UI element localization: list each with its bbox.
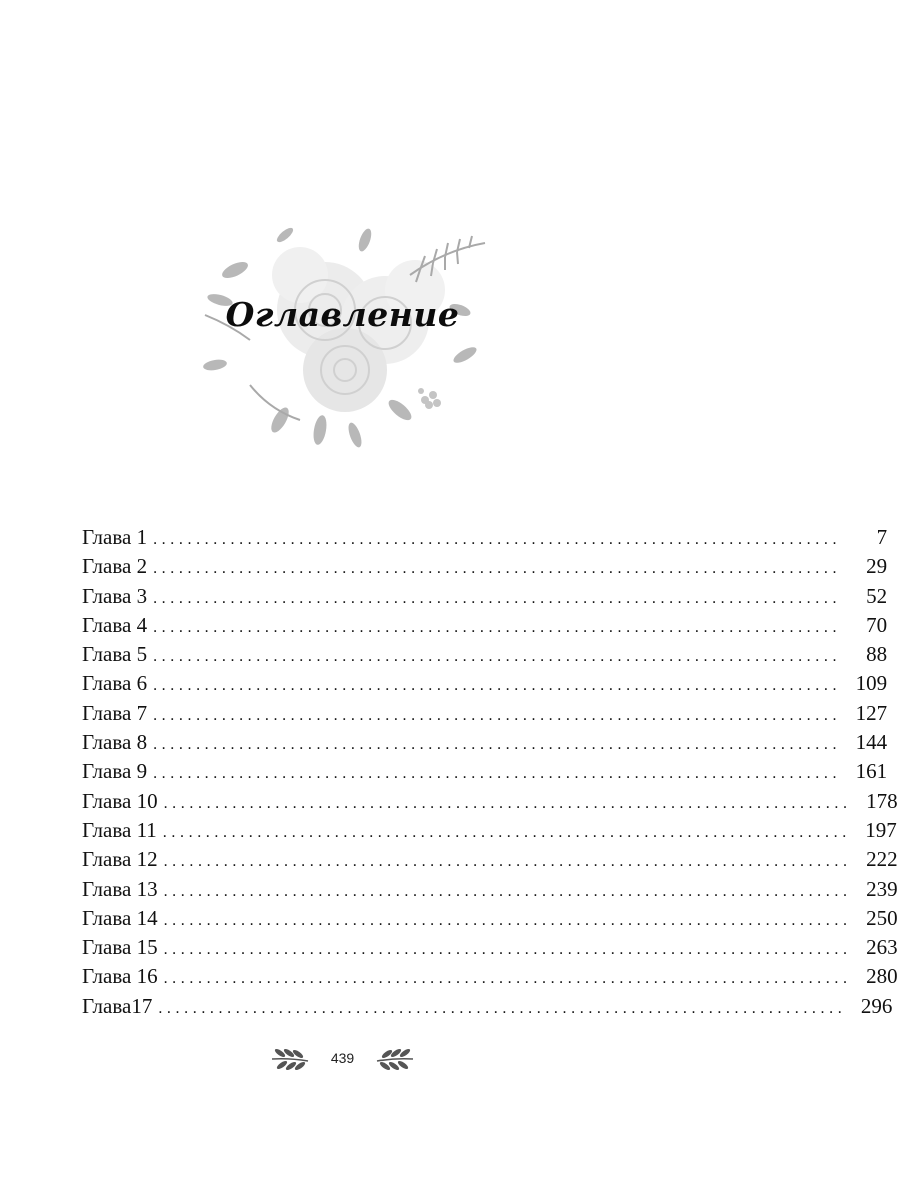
toc-dot-leader: ................................................................................ — [163, 882, 852, 900]
page-title: Оглавление — [225, 295, 460, 334]
toc-page-number: 280 — [866, 964, 898, 989]
toc-entry[interactable] — [82, 699, 888, 728]
toc-page-number: 263 — [866, 935, 898, 960]
laurel-branch-right-icon — [373, 1044, 415, 1074]
toc-chapter-label: Глава 11 — [82, 817, 157, 842]
toc-chapter-label: Глава 6 — [82, 671, 148, 696]
toc-page-number: 296 — [860, 993, 893, 1018]
toc-entry[interactable] — [82, 757, 888, 786]
toc-entry[interactable] — [82, 933, 898, 962]
toc-dot-leader: ................................................................................ — [162, 823, 851, 841]
toc-page-number: 178 — [866, 788, 898, 813]
toc-entry[interactable] — [82, 523, 888, 552]
toc-dot-leader: ................................................................................ — [153, 765, 842, 783]
toc-dot-leader: ................................................................................ — [153, 736, 842, 754]
toc-dot-leader: ................................................................................ — [153, 560, 842, 578]
toc-dot-leader: ................................................................................ — [158, 999, 847, 1017]
toc-dot-leader: ................................................................................ — [153, 531, 842, 548]
toc-dot-leader: ................................................................................ — [163, 941, 852, 959]
toc-chapter-label: Глава 4 — [82, 612, 148, 637]
toc-entry[interactable] — [82, 640, 888, 669]
toc-page-number: 239 — [866, 876, 898, 901]
toc-page-number: 222 — [866, 847, 898, 872]
toc-entry[interactable] — [82, 669, 888, 698]
toc-chapter-label: Глава 12 — [82, 847, 158, 872]
toc-dot-leader: ................................................................................ — [163, 911, 852, 929]
toc-page-number: 127 — [855, 700, 888, 725]
toc-entry[interactable] — [82, 845, 898, 874]
toc-page-number: 250 — [866, 905, 898, 930]
toc-page-number: 29 — [866, 554, 888, 579]
toc-entry[interactable] — [82, 962, 898, 991]
toc-chapter-label: Глава 15 — [82, 935, 158, 960]
toc-chapter-label: Глава 8 — [82, 730, 148, 755]
toc-chapter-label: Глава 2 — [82, 554, 148, 579]
toc-entry[interactable] — [82, 787, 898, 816]
toc-page-number: 161 — [855, 759, 888, 784]
toc-entry[interactable] — [82, 611, 888, 640]
toc-entry[interactable] — [82, 875, 898, 904]
toc-page-number: 197 — [865, 817, 897, 842]
toc-dot-leader: ................................................................................ — [163, 970, 852, 988]
toc-chapter-label: Глава 1 — [82, 525, 148, 549]
toc-entry[interactable] — [82, 816, 897, 845]
toc-chapter-label: Глава17 — [82, 993, 153, 1018]
toc-page-number: 52 — [866, 583, 888, 608]
toc-dot-leader: ................................................................................ — [153, 648, 842, 666]
toc-chapter-label: Глава 14 — [82, 905, 158, 930]
toc-dot-leader: ................................................................................ — [163, 853, 852, 871]
floral-bouquet-icon — [195, 215, 495, 465]
toc-page-number: 70 — [866, 612, 888, 637]
toc-dot-leader: ................................................................................ — [153, 589, 842, 607]
toc-entry[interactable] — [82, 728, 888, 757]
toc-chapter-label: Глава 5 — [82, 642, 148, 667]
toc-chapter-label: Глава 9 — [82, 759, 148, 784]
toc-chapter-label: Глава 16 — [82, 964, 158, 989]
toc-dot-leader: ................................................................................ — [153, 677, 842, 695]
table-of-contents — [82, 523, 898, 1021]
page-number: 439 — [330, 1050, 355, 1066]
toc-entry[interactable] — [82, 552, 888, 581]
toc-entry[interactable] — [82, 992, 893, 1021]
toc-page-number: 109 — [855, 671, 888, 696]
toc-chapter-label: Глава 13 — [82, 876, 158, 901]
toc-chapter-label: Глава 7 — [82, 700, 148, 725]
toc-chapter-label: Глава 3 — [82, 583, 148, 608]
toc-chapter-label: Глава 10 — [82, 788, 158, 813]
toc-page-number: 7 — [876, 525, 888, 549]
toc-entry[interactable] — [82, 582, 888, 611]
toc-page-number: 144 — [855, 730, 888, 755]
page-footer — [270, 1044, 415, 1078]
toc-dot-leader: ................................................................................ — [153, 618, 842, 636]
toc-entry[interactable] — [82, 904, 898, 933]
toc-dot-leader: ................................................................................ — [153, 706, 842, 724]
toc-page-number: 88 — [866, 642, 888, 667]
toc-dot-leader: ................................................................................ — [163, 794, 852, 812]
